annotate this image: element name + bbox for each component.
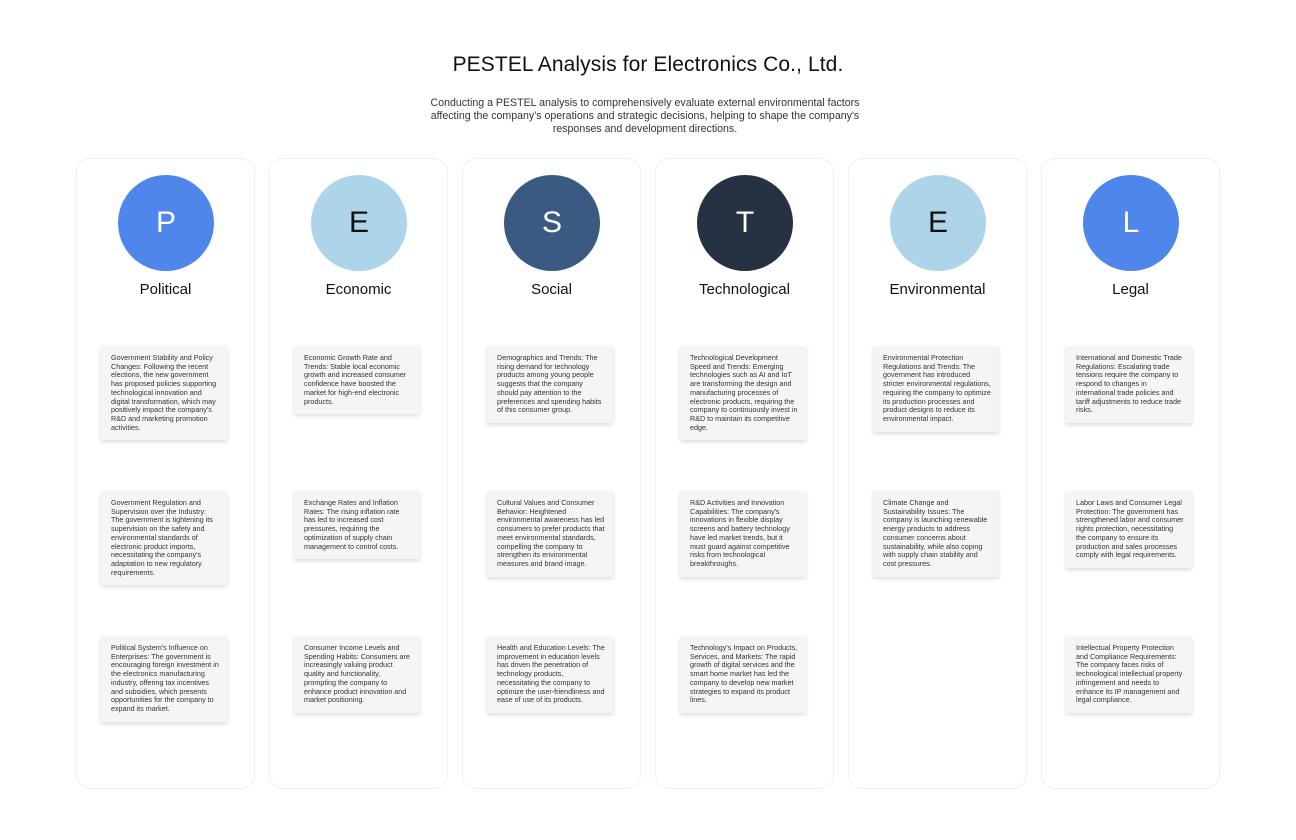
factor-card: Government Regulation and Supervision over the Industry: The government is tightening its supervision on the safety and environmental standards of electronic product imports, necessitating the company's adaptation to new regulatory requirements.	[101, 491, 227, 585]
factor-card: Cultural Values and Consumer Behavior: Heightened environmental awareness has led consumers to prefer products that meet environmental standards, compelling the company to strengthen its environmental measures and brand image.	[487, 491, 613, 577]
letter: T	[735, 206, 755, 239]
factor-card: Economic Growth Rate and Trends: Stable local economic growth and increased consumer confidence have boosted the market for high-end electronic products.	[294, 346, 420, 414]
factor-card: Technology's Impact on Products, Services, and Markets: The rapid growth of digital services and the smart home market has led the company to develop new market strategies to expand its product lines.	[680, 636, 806, 713]
letter: P	[155, 206, 176, 239]
column-environmental	[848, 158, 1027, 789]
letter-circle	[118, 175, 214, 271]
column-label: Legal	[1112, 281, 1149, 298]
column-label: Technological	[699, 281, 790, 298]
factor-card: Labor Laws and Consumer Legal Protection: The government has strengthened labor and consumer rights protection, necessitating the company to ensure its production and sales processes comply with legal requirements.	[1066, 491, 1192, 568]
letter: L	[1122, 206, 1140, 239]
letter-circle	[504, 175, 600, 271]
page-subtitle: Conducting a PESTEL analysis to comprehensively evaluate external environmental factors affecting the company's operations and strategic decisions, helping to shape the company's responses and development directions.	[430, 97, 860, 135]
page-title: PESTEL Analysis for Electronics Co., Ltd.	[452, 53, 844, 76]
factor-card: Technological Development Speed and Trends: Emerging technologies such as AI and IoT are transforming the design and manufacturing processes of electronic products, requiring the company to continuously invest in R&D to maintain its competitive edge.	[680, 346, 806, 440]
column-political	[76, 158, 255, 789]
factor-card: Political System's Influence on Enterprises: The government is encouraging foreign investment in the electronics manufacturing industry, offering tax incentives and subsidies, which presents opportunities for the company to expand its market.	[101, 636, 227, 722]
factor-card: Exchange Rates and Inflation Rates: The rising inflation rate has led to increased cost pressures, requiring the optimization of supply chain management to control costs.	[294, 491, 420, 559]
column-label: Environmental	[889, 281, 986, 298]
factor-card: Climate Change and Sustainability Issues: The company is launching renewable energy products to address consumer concerns about sustainability, while also coping with supply chain stability and cost pressures.	[873, 491, 999, 577]
column-economic	[269, 158, 448, 789]
factor-card: Health and Education Levels: The improvement in education levels has driven the penetration of technology products, necessitating the company to optimize the user-friendliness and ease of use of its products.	[487, 636, 613, 713]
factor-card: Environmental Protection Regulations and Trends: The government has introduced stricter environmental regulations, requiring the company to optimize its production processes and product designs to reduce its environmental impact.	[873, 346, 999, 432]
factor-card: Intellectual Property Protection and Compliance Requirements: The company faces risks of technological intellectual property infringement and needs to enhance its IP management and legal compliance.	[1066, 636, 1192, 713]
letter-circle	[890, 175, 986, 271]
column-label: Economic	[325, 281, 392, 298]
column-technological	[655, 158, 834, 789]
factor-card: R&D Activities and Innovation Capabilities: The company's innovations in flexible display screens and battery technology have led market trends, but it must guard against competitive risks from technological breakthroughs.	[680, 491, 806, 577]
column-legal	[1041, 158, 1220, 789]
column-social	[462, 158, 641, 789]
letter-circle	[1083, 175, 1179, 271]
column-label: Social	[531, 281, 572, 298]
factor-card: International and Domestic Trade Regulations: Escalating trade tensions require the company to respond to changes in international trade policies and tariff adjustments to reduce trade risks.	[1066, 346, 1192, 423]
letter: E	[348, 206, 369, 239]
letter-circle	[311, 175, 407, 271]
letter: S	[541, 206, 562, 239]
pestel-columns	[76, 158, 1220, 789]
letter-circle	[697, 175, 793, 271]
column-label: Political	[139, 281, 192, 298]
factor-card: Government Stability and Policy Changes: Following the recent elections, the new government has proposed policies supporting technological innovation and digital transformation, which may positively impact the company's R&D and marketing promotion activities.	[101, 346, 227, 440]
letter: E	[927, 206, 948, 239]
factor-card: Consumer Income Levels and Spending Habits: Consumers are increasingly valuing product quality and functionality, prompting the company to enhance product innovation and market positioning.	[294, 636, 420, 713]
factor-card: Demographics and Trends: The rising demand for technology products among young people suggests that the company should pay attention to the preferences and spending habits of this consumer group.	[487, 346, 613, 423]
